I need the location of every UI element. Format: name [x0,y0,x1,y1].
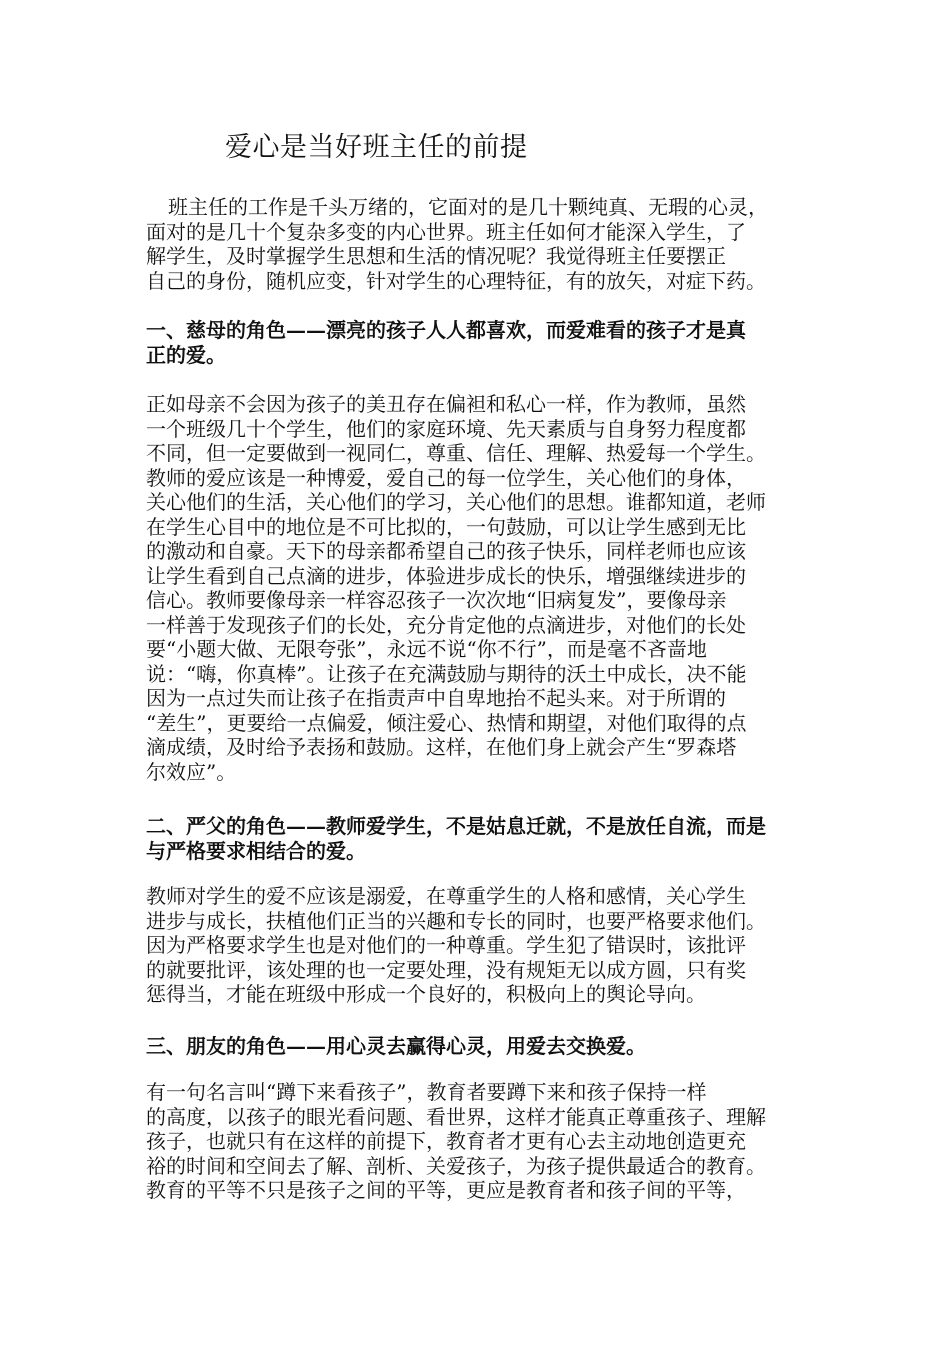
body-line: 孩子，也就只有在这样的前提下，教育者才更有心去主动地创造更充 [146,1129,746,1153]
body-line: 教育的平等不只是孩子之间的平等，更应是教育者和孩子间的平等， [146,1178,746,1202]
section-1-body [146,392,816,784]
body-line: 有一句名言叫“蹲下来看孩子”，教育者要蹲下来和孩子保持一样 [146,1080,707,1104]
body-line: 一样善于发现孩子们的长处，充分肯定他的点滴进步，对他们的长处 [146,612,746,637]
section-1-heading [146,318,816,367]
heading-line: 与严格要求相结合的爱。 [146,838,366,863]
section-3-body [146,1080,816,1203]
body-line: 惩得当，才能在班级中形成一个良好的，积极向上的舆论导向。 [146,982,706,1006]
body-line: 因为一点过失而让孩子在指责声中自卑地抬不起头来。对于所谓的 [146,686,726,710]
body-line: 信心。教师要像母亲一样容忍孩子一次次地“旧病复发”，要像母亲 [146,588,727,612]
intro-line: 解学生，及时掌握学生思想和生活的情况呢？我觉得班主任要摆正 [146,244,726,268]
body-line: 要“小题大做、无限夸张”，永远不说“你不行”，而是毫不吝啬地 [146,637,707,661]
body-line: 的高度，以孩子的眼光看问题、看世界，这样才能真正尊重孩子、理解 [146,1104,766,1129]
heading-line: 一、慈母的角色——漂亮的孩子人人都喜欢，而爱难看的孩子才是真 [146,318,746,342]
section-3-heading [146,1034,816,1059]
intro-line: 班主任的工作是千头万绪的，它面对的是几十颗纯真、无瑕的心灵， [168,195,768,219]
heading-line: 正的爱。 [146,342,226,367]
heading-line: 三、朋友的角色——用心灵去赢得心灵，用爱去交换爱。 [146,1034,646,1058]
body-line: 教师对学生的爱不应该是溺爱，在尊重学生的人格和感情，关心学生 [146,884,746,908]
body-line: 正如母亲不会因为孩子的美丑存在偏袒和私心一样，作为教师，虽然 [146,392,746,416]
body-line: 裕的时间和空间去了解、剖析、关爱孩子，为孩子提供最适合的教育。 [146,1153,766,1178]
body-line: 说：“嗨，你真棒”。让孩子在充满鼓励与期待的沃土中成长，决不能 [146,661,747,686]
heading-line: 二、严父的角色——教师爱学生，不是姑息迁就，不是放任自流，而是 [146,814,766,838]
document-title: 爱心是当好班主任的前提 [225,132,528,163]
body-line: 进步与成长，扶植他们正当的兴趣和专长的同时，也要严格要求他们。 [146,908,766,933]
body-line: 关心他们的生活，关心他们的学习，关心他们的思想。谁都知道，老师 [146,490,766,514]
intro-paragraph [146,195,816,293]
body-line: 滴成绩，及时给予表扬和鼓励。这样，在他们身上就会产生“罗森塔 [146,735,737,759]
section-2-body [146,884,816,1007]
body-line: “差生”，更要给一点偏爱，倾注爱心、热情和期望，对他们取得的点 [146,710,747,735]
intro-line: 自己的身份，随机应变，针对学生的心理特征，有的放矢，对症下药。 [146,268,766,293]
body-line: 让学生看到自己点滴的进步，体验进步成长的快乐，增强继续进步的 [146,563,746,588]
body-line: 不同，但一定要做到一视同仁，尊重、信任、理解、热爱每一个学生。 [146,441,766,465]
body-line: 因为严格要求学生也是对他们的一种尊重。学生犯了错误时，该批评 [146,933,746,957]
intro-line: 面对的是几十个复杂多变的内心世界。班主任如何才能深入学生，了 [146,219,746,244]
body-line: 教师的爱应该是一种博爱，爱自己的每一位学生，关心他们的身体， [146,465,746,490]
body-line: 的就要批评，该处理的也一定要处理，没有规矩无以成方圆，只有奖 [146,957,746,982]
section-2-heading [146,814,816,863]
body-line: 的激动和自豪。天下的母亲都希望自己的孩子快乐，同样老师也应该 [146,539,746,563]
body-line: 一个班级几十个学生，他们的家庭环境、先天素质与自身努力程度都 [146,416,746,441]
body-line: 尔效应”。 [146,759,237,784]
body-line: 在学生心目中的地位是不可比拟的，一句鼓励，可以让学生感到无比 [146,514,746,539]
